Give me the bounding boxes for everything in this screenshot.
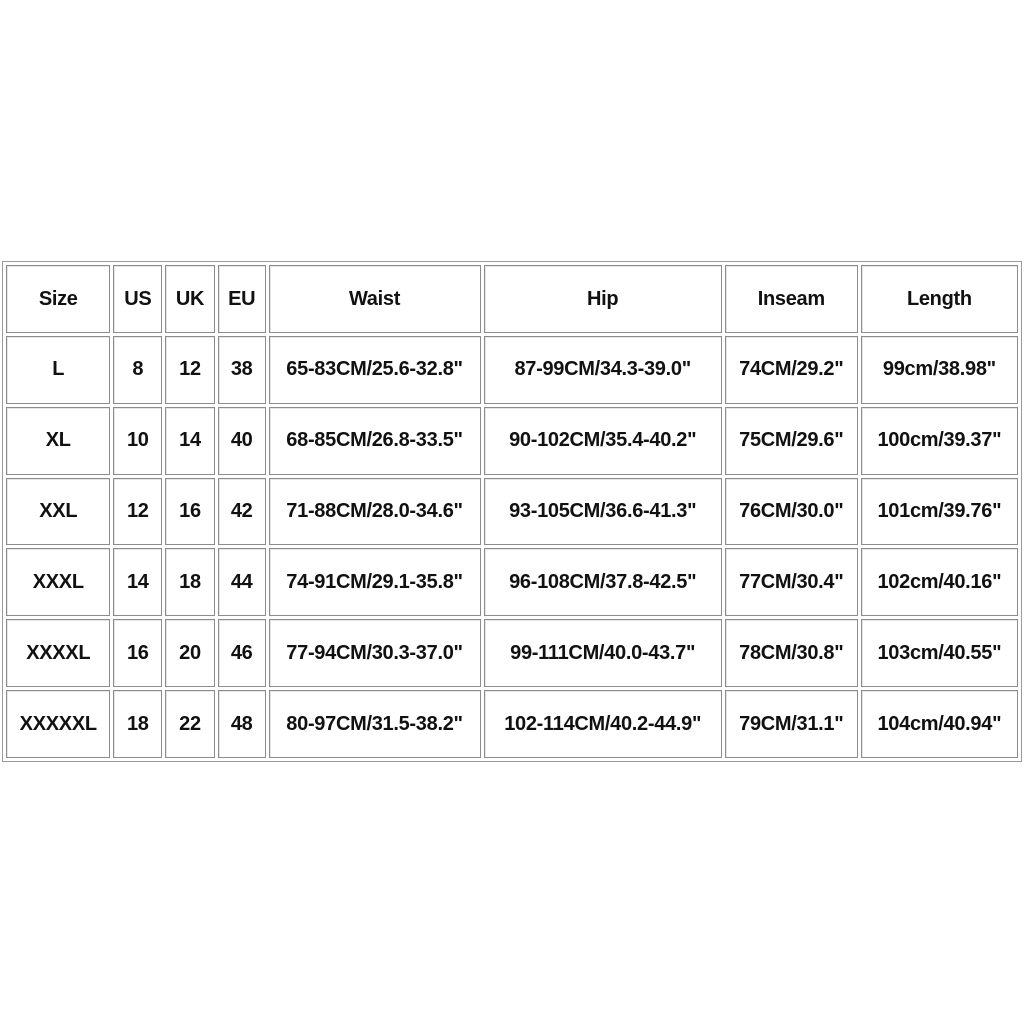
cell-size: XXXXXL [6,690,110,758]
cell-eu: 44 [218,548,266,616]
cell-us: 18 [113,690,162,758]
cell-hip: 90-102CM/35.4-40.2" [484,407,722,475]
cell-eu: 46 [218,619,266,687]
cell-inseam: 76CM/30.0" [725,478,858,546]
table-row [6,690,1018,758]
cell-waist: 74-91CM/29.1-35.8" [269,548,481,616]
cell-inseam: 78CM/30.8" [725,619,858,687]
header-size: Size [6,265,110,333]
cell-size: XXL [6,478,110,546]
cell-uk: 14 [165,407,215,475]
cell-size: XXXXL [6,619,110,687]
cell-uk: 22 [165,690,215,758]
cell-eu: 42 [218,478,266,546]
table-row [6,336,1018,404]
header-uk: UK [165,265,215,333]
cell-length: 102cm/40.16" [861,548,1018,616]
header-waist: Waist [269,265,481,333]
cell-waist: 71-88CM/28.0-34.6" [269,478,481,546]
cell-hip: 102-114CM/40.2-44.9" [484,690,722,758]
cell-uk: 20 [165,619,215,687]
cell-size: XXXL [6,548,110,616]
cell-length: 103cm/40.55" [861,619,1018,687]
cell-hip: 96-108CM/37.8-42.5" [484,548,722,616]
cell-waist: 68-85CM/26.8-33.5" [269,407,481,475]
cell-uk: 16 [165,478,215,546]
header-hip: Hip [484,265,722,333]
header-row [6,265,1018,333]
cell-inseam: 75CM/29.6" [725,407,858,475]
header-eu: EU [218,265,266,333]
table-row [6,478,1018,546]
cell-eu: 40 [218,407,266,475]
cell-hip: 99-111CM/40.0-43.7" [484,619,722,687]
cell-us: 16 [113,619,162,687]
cell-inseam: 74CM/29.2" [725,336,858,404]
cell-size: L [6,336,110,404]
cell-waist: 77-94CM/30.3-37.0" [269,619,481,687]
header-length: Length [861,265,1018,333]
header-us: US [113,265,162,333]
cell-uk: 12 [165,336,215,404]
cell-length: 104cm/40.94" [861,690,1018,758]
cell-hip: 87-99CM/34.3-39.0" [484,336,722,404]
size-chart-table [2,261,1022,762]
size-chart [2,261,1022,762]
cell-waist: 65-83CM/25.6-32.8" [269,336,481,404]
cell-us: 12 [113,478,162,546]
cell-hip: 93-105CM/36.6-41.3" [484,478,722,546]
cell-inseam: 79CM/31.1" [725,690,858,758]
header-inseam: Inseam [725,265,858,333]
table-row [6,619,1018,687]
cell-length: 101cm/39.76" [861,478,1018,546]
cell-us: 8 [113,336,162,404]
cell-length: 99cm/38.98" [861,336,1018,404]
table-row [6,407,1018,475]
cell-us: 10 [113,407,162,475]
cell-waist: 80-97CM/31.5-38.2" [269,690,481,758]
cell-eu: 38 [218,336,266,404]
table-row [6,548,1018,616]
cell-eu: 48 [218,690,266,758]
cell-us: 14 [113,548,162,616]
cell-uk: 18 [165,548,215,616]
cell-length: 100cm/39.37" [861,407,1018,475]
cell-size: XL [6,407,110,475]
cell-inseam: 77CM/30.4" [725,548,858,616]
